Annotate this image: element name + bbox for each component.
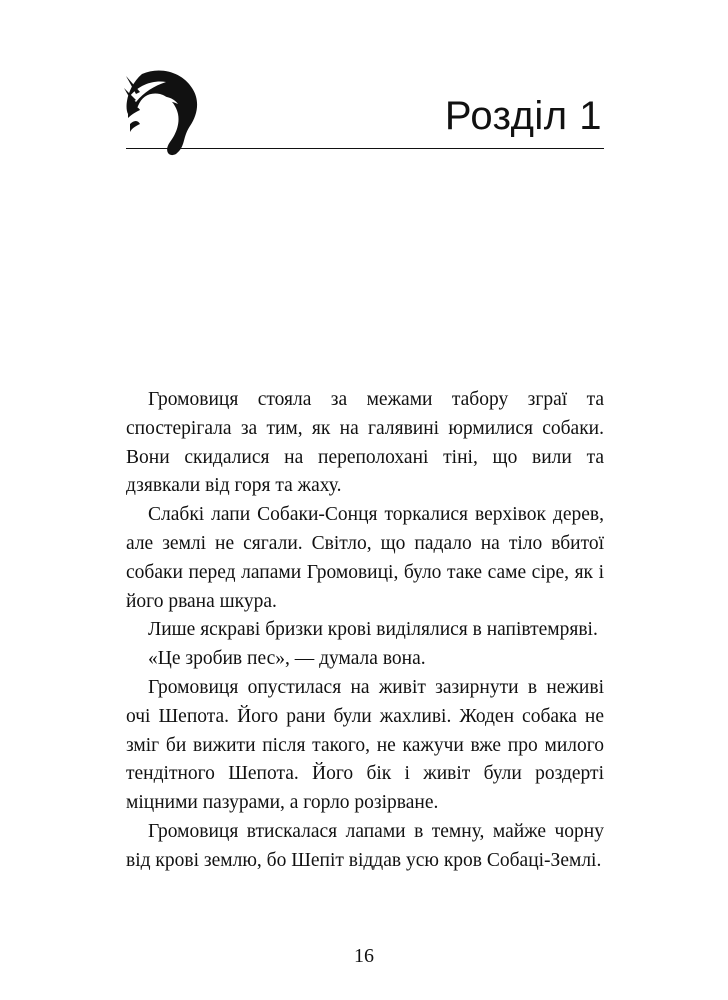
paragraph: Громовиця стояла за межами табору зграї та спостерігала за тим, як на галявині юрмилися собаки. Вони скидалися на переполохані тіні, що вили та дзявкали від горя та жаху. <box>126 389 604 497</box>
paragraph: Громовиця втискалася лапами в темну, майже чорну від крові землю, бо Шепіт віддав усю кров Собаці-Землі. <box>126 820 604 871</box>
chapter-title: Розділ 1 <box>444 94 602 138</box>
page-number: 16 <box>354 945 374 967</box>
title-rule <box>126 148 604 149</box>
paragraph: Громовиця опустилася на живіт зазирнути в неживі очі Шепота. Його рани були жахливі. Жоден собака не зміг би вижити після такого, не кажучи вже про милого тендітного Шепота. Його бік і живіт були роздерті міцними пазурами, а горло розірване. <box>126 676 604 814</box>
paragraph: Слабкі лапи Собаки-Сонця торкалися верхівок дерев, але землі не сягали. Світло, що падало на тіло вбитої собаки перед лапами Громовиці, було таке саме сіре, як і його рвана шкура. <box>126 504 604 612</box>
paragraph: Лише яскраві бризки крові виділялися в напівтемряві. <box>148 619 598 641</box>
dog-head-silhouette-icon <box>120 66 200 158</box>
body-text <box>126 386 604 876</box>
paragraph: «Це зробив пес», — думала вона. <box>148 648 426 670</box>
